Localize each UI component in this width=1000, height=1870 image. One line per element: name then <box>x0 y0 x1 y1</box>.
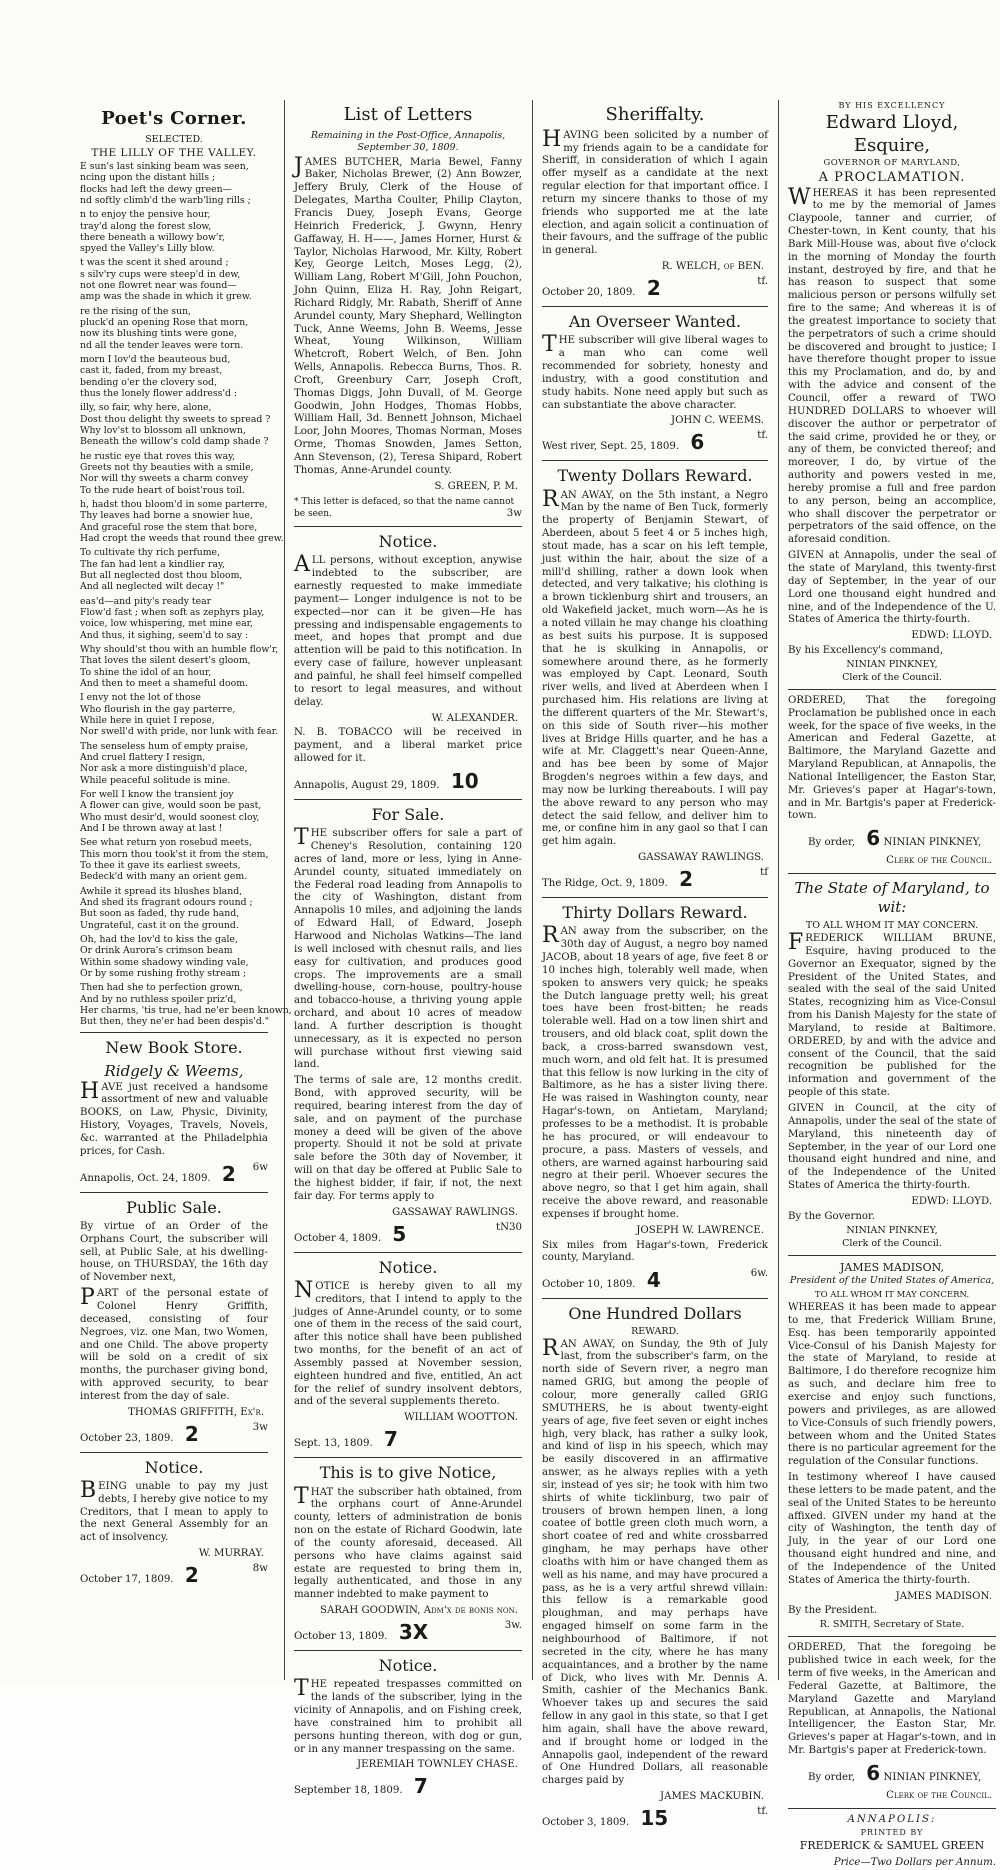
alexander-notice-date-line <box>294 769 522 794</box>
poem-line: Nor will thy sweets a charm convey <box>80 473 249 485</box>
poem-line: And I be thrown away at last ! <box>80 822 223 834</box>
letters-body: JAMES BUTCHER, Maria Bewel, Fanny Baker, Nicholas Brewer, (2) Ann Bowzer, Jeffery Bruly, Clerk of the House of Delegates, Martha Coulter, Philip Clayton, Francis Duey, Joseph Evans, George Heinrich Frederick, J. Gwynn, Henry Gaffaway, H. H——, James Horner, Hurst & Taylor, Nicholas Harwood, Mr. Kilty, Robert Key, George Leitch, Moses Legg, (2), William Lang, Robert M'Gill, John Pouchon, John Quinn, Eliza H. Ray, John Reigart, Richard Ridgly, Mr. Rabath, Sheriff of Anne Arundel county, Mary Shephard, Wellington Tuck, Anne Weems, John B. Weems, Jesse Wheat, Young Wilkinson, William Whetcroft, Robert Welch, of Ben. John Wells, Annapolis. Rebecca Burns, Thos. R. Croft, Greenbury Carr, Joseph Croft, Thomas Diggs, John Duvall, of M. George Goodwin, John Hodges, Thomas Hobbs, William Hall, 3d. Bennett Johnson, Michael Loor, John Moores, Thomas Norman, Moses Orme, Thomas Snowden, James Setton, Ann Stevenson, (2), Teresa Shipard, Robert Thomas, Anne-Arundel county. <box>294 153 522 476</box>
state-clerk: NINIAN PINKNEY, <box>846 1224 938 1236</box>
proclamation-body: WHEREAS it has been represented to me by the memorial of James Claypoole, tanner and currier, of Chester-town, in Kent county, that his Bark Mill-House was, about five o'clock in the morning of Monday the fourth instant, destroyed by fire, and that he has reason to suspect that some malicious person or persons wilfully set fire to the same; And whereas it is of the greatest importance to society that the perpetrators of such a crime should be discovered and brought to justice; I have therefore thought proper to issue this my Proclamation, and do, by and with the advice and consent of the Council, offer a reward of TWO HUNDRED DOLLARS to whoever will discover the author or perpetrator of the said crime, provided he or they, or any of them, be convicted thereof; and moreover, I do, by virtue of the authority and powers vested in me, hereby promise a full and free pardon to any person, being an accomplice, who shall discover the perpetrator or perpetrators of the said offence, on the aforesaid condition. <box>788 184 996 546</box>
poem-line: s silv'ry cups were steep'd in dew, <box>80 268 241 280</box>
overseer-heading: An Overseer Wanted. <box>568 312 742 332</box>
poem-line: illy, so fair, why here, alone, <box>80 402 212 414</box>
poem-line: now its blushing tints were gone, <box>80 328 237 340</box>
state-clerk-title: Clerk of the Council. <box>842 1237 942 1249</box>
proclamation-signature: EDWD: LLOYD. <box>911 630 992 642</box>
thirty-dollars-date-line <box>542 1268 768 1293</box>
for-sale-run: tN30 <box>496 1221 522 1233</box>
imprint-printers: FREDERICK & SAMUEL GREEN <box>799 1838 985 1852</box>
alexander-notice-mark: 10 <box>450 768 479 793</box>
letters-run: 3w <box>506 508 522 520</box>
president-title: President of the United States of America, <box>789 1275 995 1287</box>
sheriffalty-body: HAVING been solicited by a number of my friends again to be a candidate for Sheriff, in consideration of which I again offer myself as a candidate at the next regular election for that important office. I return my sincere thanks to those of my friends who supported me at the late election, and again solicit a continuation of their favours, and the suffrage of the public in general. <box>542 126 768 257</box>
poem-line: Or by some rushing frothy stream ; <box>80 967 247 979</box>
public-sale-date: October 23, 1809. <box>80 1432 174 1444</box>
murray-notice-date-line <box>80 1563 268 1588</box>
poem-line: And then to meet a shameful doom. <box>80 677 248 689</box>
column-1 <box>80 100 292 1592</box>
for-sale-body: THE subscriber offers for sale a part of Cheney's Resolution, containing 120 acres of land, more or less, lying in Anne-Arundel county, situated immediately on the Federal road leading from Annapolis to the city of Washington, distant from Annapolis 10 miles, and adjoining the lands of Edward Hall, of Edward, Joseph Harwood and Nicholas Watkins—The land is well inclosed with chesnut rails, and lies easy for cultivation, and produces good crops. The improvements are a small dwelling-house, corn-house, poultry-house and tobacco-house, a thriving young apple orchard, and about 10 acres of meadow land. A further description is thought unnecessary, as it is expected no person will purchase without first viewing said land. <box>294 825 522 1071</box>
poem-line: he rustic eye that roves this way, <box>80 450 236 462</box>
letters-subheading: Remaining in the Post-Office, Annapolis, September 30, 1809. <box>310 129 506 153</box>
alexander-notice-signature: W. ALEXANDER. <box>431 712 518 724</box>
poem-line: Who must desir'd, would soonest cloy, <box>80 811 260 823</box>
divider <box>788 689 996 690</box>
divider <box>294 799 522 800</box>
poem-line: Within some shadowy winding vale, <box>80 956 249 968</box>
divider <box>294 1650 522 1651</box>
bookstore-body: HAVE just received a handsome assortment of new and valuable BOOKS, on Law, Physic, Divinity, History, Voyages, Travels, Novels, &c. warranted at the Philadelphia prices, for Cash. <box>80 1078 268 1157</box>
poem-line: cast it, faded, from my breast, <box>80 365 223 377</box>
selected-label: SELECTED. <box>145 133 203 145</box>
overseer-date-line <box>542 430 768 455</box>
poem-line: Oh, had the lov'd to kiss the gale, <box>80 933 238 945</box>
poem-body <box>80 160 292 1028</box>
president-body: WHEREAS it has been made to appear to me, that Frederick William Brune, Esq. has been temporarily appointed Vice-Consul of his Danish Majesty for the state of Maryland, to reside at Baltimore, I do therefore recognize him as such, and declare him free to exercise and enjoy such functions, powers and privileges, as are allowed to Vice-Consuls of such friendly powers, between whom and the United States there is no particular agreement for the regulation of the Consular functions. <box>788 1302 996 1468</box>
thirty-dollars-run: 6w. <box>750 1268 768 1280</box>
thirty-dollars-mark: 4 <box>646 1268 661 1293</box>
divider <box>294 1457 522 1458</box>
poem-line: To the rude heart of boist'rous toil. <box>80 484 245 496</box>
bookstore-date: Annapolis, Oct. 24, 1809. <box>80 1172 211 1184</box>
poem-line: And thus, it sighing, seem'd to say : <box>80 629 249 641</box>
sheriffalty-date: October 20, 1809. <box>542 286 636 298</box>
public-sale-signature: THOMAS GRIFFITH, Ex'r. <box>128 1406 264 1418</box>
poem-line: Greets not thy beauties with a smile, <box>80 462 254 474</box>
president-name: JAMES MADISON, <box>839 1260 945 1274</box>
bookstore-run: 6w <box>252 1161 268 1173</box>
sheriffalty-date-line <box>542 276 768 301</box>
poem-line: h, hadst thou bloom'd in some parterre, <box>80 499 268 511</box>
for-sale-mark: 5 <box>392 1221 407 1246</box>
murray-notice-date: October 17, 1809. <box>80 1574 174 1585</box>
goodwin-notice-signature: SARAH GOODWIN, Adm'x de bonis non. <box>319 1605 518 1617</box>
poem-line: While here in quiet I repose, <box>80 714 215 726</box>
ordered-1-clerk: Clerk of the Council. <box>886 855 992 867</box>
poem-line: morn I lov'd the beauteous bud, <box>80 354 231 366</box>
goodwin-notice-body: THAT the subscriber hath obtained, from the orphans court of Anne-Arundel county, letters of administration de bonis non on the estate of Richard Goodwin, late of the county aforesaid, deceased. All persons who have claims against said estate are requested to bring them in, legally authenticated, and those in any manner indebted to make payment to <box>294 1483 522 1601</box>
state-given: GIVEN in Council, at the city of Annapolis, under the seal of the state of Maryland, this nineteenth day of September, in the year of our Lord one thousand eight hundred and nine, and of the Independence of the United States of America the thirty-fourth. <box>788 1103 996 1192</box>
murray-notice-mark: 2 <box>184 1563 199 1587</box>
poem-line: But all neglected dost thou bloom, <box>80 570 243 582</box>
president-secretary: R. SMITH, Secretary of State. <box>819 1619 965 1631</box>
subscription-price: Price—Two Dollars per Annum. <box>833 1856 996 1868</box>
state-to-all: TO ALL WHOM IT MAY CONCERN. <box>805 920 979 932</box>
ordered-2-by-line <box>808 1761 996 1786</box>
poem-line: voice, low whispering, met mine ear, <box>80 618 253 630</box>
poem-line: Bedeck'd with many an orient gem. <box>80 871 248 883</box>
public-sale-body-2: PART of the personal estate of Colonel Henry Griffith, deceased, consisting of four Negroes, viz. one Man, two Women, and one Child. The above property will be sold on a credit of six months, the purchaser giving bond, with approved security, to bear interest from the day of sale. <box>80 1285 268 1402</box>
state-of-maryland-heading: The State of Maryland, to wit: <box>794 879 990 917</box>
hundred-dollars-date-line <box>542 1806 768 1831</box>
ordered-1-signature: NINIAN PINKNEY, <box>883 837 982 849</box>
poem-line: E sun's last sinking beam was seen, <box>80 160 249 172</box>
twenty-dollars-body: RAN AWAY, on the 5th instant, a Negro Man by the name of Ben Tuck, formerly the property of Benjamin Stewart, of Aberdeen, about 5 feet 4 or 5 inches high, stout made, has a scar on his left temple, just within the hair, about the size of a mill'd shilling, rather a down look when detected, and very talkative; his clothing is a brown ticklenburg shirt and trousers, an old Wakefield jacket, much worn—As he is a noted villain he may change his cloathing as best suits his purpose. It is supposed that he is skulking in Annapolis, or somewhere around there, as he formerly was employed by Capt. Leonard, South river wells, and lived at Aberdeen when I purchased him. His relations are living at the different quarters of the Mr. Stewart's, on this side of South river—his mother lives at Bridge Hills quarter, and he has a wife at Mr. Claggett's near Queen-Anne, and has bee been by some of Major Brogden's negroes within a few days, and may now be lurking thereabouts. I will pay the above reward to any person who may detect the said fellow, and deliver him to me, or confine him in any gaol so that I can get him again. <box>542 486 768 848</box>
ordered-2-mark: 6 <box>866 1760 881 1785</box>
public-sale-date-line <box>80 1422 268 1447</box>
murray-notice-heading: Notice. <box>144 1457 204 1477</box>
poem-line: Why lov'st to blossom all unknown, <box>80 425 246 437</box>
overseer-run: tf. <box>757 430 768 442</box>
overseer-body: THE subscriber will give liberal wages to a man who can come well recommended for sobriety, honesty and industry, with a good constitution and study habits. None need apply but such as can substantiate the above character. <box>542 332 768 411</box>
poem-line: And shed its fragrant odours round ; <box>80 896 253 908</box>
poem-line: nd all the tender leaves were torn. <box>80 339 244 351</box>
poem-line: And cruel flattery I resign, <box>80 751 206 763</box>
thirty-dollars-body: RAN away from the subscriber, on the 30th day of August, a negro boy named JACOB, about 18 years of age, five feet 8 or 10 inches high, tolerably well made, when spoken to answers very quick; he speaks the Dutch language pretty well; his great toes have been frost-bitten; he reads tolerable well. Had on a tow linen shirt and trousers, and old black coat, split down the back, a cross-barred swansdown vest, much worn, and old felt hat. It is presumed that this fellow is now lurking in the city of Baltimore, as he has a sister living there. He was raised in Washington county, near Hagar's-town, on Antietam, Maryland; professes to be a methodist. It is probable he has procured, or will endeavour to procure, a pass. Masters of vessels, and others, are warned against harbouring said negro at their peril. Whoever secures the above negro, so that I get him again, shall receive the above reward, and reasonable expenses if brought home. <box>542 923 768 1220</box>
divider <box>788 1636 996 1637</box>
proclamation-by-command: By his Excellency's command, <box>788 645 944 657</box>
poets-corner-title: Poet's Corner. <box>101 108 247 129</box>
poem-line: spyed the Valley's Lilly blow. <box>80 243 215 255</box>
alexander-notice-nb: N. B. TOBACCO will be received in payment, and a liberal market price allowed for it. <box>294 727 522 765</box>
sheriffalty-run: tf. <box>757 275 768 287</box>
poem-line: eas'd—and pity's ready tear <box>80 595 212 607</box>
imprint-city: ANNAPOLIS: <box>847 1813 937 1825</box>
public-sale-body-1: By virtue of an Order of the Orphans Court, the subscriber will sell, at Public Sale, at his dwelling-house, on THURSDAY, the 16th day of November next, <box>80 1220 268 1284</box>
poem-line: pluck'd an opening Rose that morn, <box>80 317 249 329</box>
for-sale-terms: The terms of sale are, 12 months credit. Bond, with approved security, will be required, bearing interest from the day of sale, and on payment of the purchase money a deed will be given of the above property. Should it not be sold at private sale before the 30th day of November, it will on that day be offered at Public Sale to the highest bidder, if fair, if not, the next fair day. For terms apply to <box>294 1075 522 1202</box>
ordered-2-by: By order, <box>808 1771 856 1783</box>
poem-line: re the rising of the sun, <box>80 305 192 317</box>
ordered-2-clerk: Clerk of the Council. <box>886 1790 992 1802</box>
divider <box>788 873 996 874</box>
sheriffalty-heading: Sheriffalty. <box>605 104 705 125</box>
goodwin-notice-date-line <box>294 1620 522 1645</box>
divider <box>542 460 768 461</box>
for-sale-signature: GASSAWAY RAWLINGS. <box>392 1206 518 1218</box>
proclamation-clerk: NINIAN PINKNEY, <box>846 658 938 670</box>
for-sale-date-line <box>294 1222 522 1247</box>
wootton-notice-mark: 7 <box>383 1427 398 1452</box>
poem-line: Her charms, 'tis true, had ne'er been known, <box>80 1004 292 1016</box>
public-sale-mark: 2 <box>184 1421 199 1446</box>
alexander-notice-body: ALL persons, without exception, anywise indebted to the subscriber, are earnestly requested to make immediate payment— Longer indulgence is not to be expected—nor can it be given—He has pressing and indispensable engagements to meet, and hopes that prompt and due attention will be paid to this notification. In every case of failure, however unpleasant and painful, he shall feel himself compelled to resort to legal measures, and without delay. <box>294 552 522 708</box>
public-sale-heading: Public Sale. <box>126 1197 222 1217</box>
imprint-printed-by: PRINTED BY <box>860 1827 924 1837</box>
alexander-notice-heading: Notice. <box>378 532 438 552</box>
state-body: FREDERICK WILLIAM BRUNE, Esquire, having produced to the Governor an Exequator, signed by the President of the United States, and sealed with the seal of the said United States, recognizing him as Vice-Consul from his Danish Majesty for the state of Maryland, to reside at Baltimore. ORDERED, by and with the advice and consent of the Council, that the said recognition be published for the information and government of the people of this state. <box>788 930 996 1099</box>
divider <box>80 1032 268 1033</box>
poem-line: Flow'd fast ; when soft as zephyrs play, <box>80 607 265 618</box>
hundred-dollars-heading: One Hundred Dollars <box>568 1304 742 1324</box>
bookstore-mark: 2 <box>221 1161 236 1186</box>
twenty-dollars-run: tf <box>760 867 768 879</box>
governor-title: GOVERNOR OF MARYLAND, <box>823 158 961 169</box>
chase-notice-body: THE repeated trespasses committed on the lands of the subscriber, lying in the vicinity of Annapolis, and on Fishing creek, have constrained him to prohibit all persons hunting thereon, with dog or gun, or in any manner trespassing on the same. <box>294 1676 522 1755</box>
poem-line: The fan had lent a kindlier ray, <box>80 558 226 570</box>
poem-line: To shine the idol of an hour, <box>80 666 212 678</box>
twenty-dollars-heading: Twenty Dollars Reward. <box>557 466 753 486</box>
governor-name: Edward Lloyd, Esquire, <box>825 112 959 156</box>
thirty-dollars-heading: Thirty Dollars Reward. <box>562 903 748 923</box>
sheriffalty-mark: 2 <box>646 275 661 300</box>
ordered-2-body: ORDERED, That the foregoing be published twice in each week, for the term of five weeks, in the American and Federal Gazette, at Baltimore, the Maryland Gazette and Maryland Republican, at Annapolis, the National Intelligencer, the Easton Star, Mr. Grieves's paper at Hagar's-town, and in Mr. Bartgis's paper at Frederick-town. <box>788 1642 996 1757</box>
wootton-notice-date-line <box>294 1427 522 1452</box>
poem-line: That loves the silent desert's gloom, <box>80 655 251 667</box>
alexander-notice-date: Annapolis, August 29, 1809. <box>294 779 440 791</box>
state-signature: EDWD: LLOYD. <box>911 1195 992 1207</box>
wootton-notice-heading: Notice. <box>378 1257 438 1277</box>
proclamation-heading: A PROCLAMATION. <box>818 170 966 186</box>
ordered-1-by: By order, <box>808 837 856 849</box>
divider <box>788 1808 996 1809</box>
poem-line: Then had she to perfection grown, <box>80 982 243 994</box>
column-rule <box>284 100 285 1680</box>
divider <box>542 897 768 898</box>
poem-line: Or drink Aurora's crimson beam <box>80 945 233 957</box>
poem-line: not one flowret near was found— <box>80 280 237 292</box>
poem-line: And graceful rose the stem that bore, <box>80 521 258 533</box>
murray-notice-body: BEING unable to pay my just debts, I hereby give notice to my Creditors, that I mean to apply to the next General Assembly for an act of insolvency. <box>80 1477 269 1544</box>
poem-line: Nor ask a more distinguish'd place, <box>80 763 248 775</box>
letters-note-line <box>294 496 522 522</box>
bookstore-firm: Ridgely & Weems, <box>104 1061 244 1080</box>
overseer-mark: 6 <box>690 430 705 455</box>
bookstore-heading: New Book Store. <box>105 1038 243 1058</box>
hundred-dollars-body: RAN AWAY, on Sunday, the 9th of July last, from the subscriber's farm, on the north side of Severn river, a negro man named GRIG, but among the people of colour, more generally called GRIG SMUTHERS, he is about twenty-eight years of age, five feet seven or eight inches high, very black, has rather a sulky look, and kind of lisp in his speech, which may be easily discovered in an affirmative answer, as he always replies with a yeth sir, instead of yes sir; he took with him two shirts of white ticklinburg, two pair of trousers of brown hempen linen, a long coatee of bottle green cloth much worn, a short coatee of red and white crossbarred gingham, he may perhaps have other cloaths with him or have changed them as well as his name, and may have procured a pass, as he is a very artful shrewd villain: this fellow is a remarkable good ploughman, and may perhaps have engaged himself on some farm in the neighbourhood of Baltimore, if not secreted in the city, where he has many acquaintances, and a brother by the name of Dick, who lives with Mr. Dennis A. Smith, cashier of the Mechanics Bank. Whoever takes up and secures the said fellow in any gaol in this state, so that I get him again, shall have the above reward, and if brought home or lodged in the Annapolis gaol, independent of the reward of One Hundred Dollars, all reasonable charges paid by <box>542 1335 768 1787</box>
by-his-excellency: BY HIS EXCELLENCY <box>838 101 946 110</box>
column-3 <box>542 100 768 1835</box>
ordered-1-by-line <box>808 826 996 851</box>
president-to-all: TO ALL WHOM IT MAY CONCERN. <box>814 1290 970 1301</box>
divider <box>80 1192 268 1193</box>
poem-line: thus the lonely flower address'd : <box>80 388 238 400</box>
poem-line: While peaceful solitude is mine. <box>80 774 231 786</box>
poem-line: A flower can give, would soon be past, <box>80 800 262 812</box>
letters-signature: S. GREEN, P. M. <box>434 480 518 492</box>
poem-line: flocks had left the dewy green— <box>80 183 232 195</box>
poem-line: But soon as faded, thy rude hand, <box>80 908 240 920</box>
goodwin-notice-date: October 13, 1809. <box>294 1630 388 1642</box>
goodwin-notice-heading: This is to give Notice, <box>319 1463 497 1483</box>
letters-note: * This letter is defaced, so that the name cannot be seen. <box>294 496 515 520</box>
twenty-dollars-date-line <box>542 867 768 892</box>
for-sale-date: October 4, 1809. <box>294 1232 382 1244</box>
proclamation-given: GIVEN at Annapolis, under the seal of the state of Maryland, this twenty-first day of September, in the year of our Lord one thousand eight hundred and nine, and of the Independence of the U. States of America the thirty-fourth. <box>788 550 996 626</box>
murray-notice-run: 8w <box>252 1563 268 1574</box>
hundred-dollars-signature: JAMES MACKUBIN. <box>660 1791 764 1803</box>
bookstore-date-line <box>80 1162 268 1187</box>
murray-notice-signature: W. MURRAY. <box>198 1548 264 1560</box>
poem-line: Beneath the willow's cold damp shade ? <box>80 436 269 448</box>
poem-line: t was the scent it shed around ; <box>80 257 229 269</box>
wootton-notice-signature: WILLIAM WOOTTON. <box>404 1412 518 1424</box>
thirty-dollars-date: October 10, 1809. <box>542 1279 636 1291</box>
poem-line: there beneath a willowy bow'r, <box>80 231 225 243</box>
public-sale-run: 3w <box>252 1421 268 1433</box>
president-by: By the President. <box>788 1605 878 1617</box>
wootton-notice-date: Sept. 13, 1809. <box>294 1438 373 1450</box>
poem-line: tray'd along the forest slow, <box>80 220 212 232</box>
chase-notice-heading: Notice. <box>378 1656 438 1676</box>
divider <box>788 1255 996 1256</box>
divider <box>294 526 522 527</box>
poem-line: Ungrateful, cast it on the ground. <box>80 919 239 931</box>
sheriffalty-signature: R. WELCH, of BEN. <box>661 261 764 273</box>
poem-line: Nor swell'd with pride, nor lunk with fear. <box>80 726 279 738</box>
hundred-dollars-run: tf. <box>757 1805 768 1817</box>
chase-notice-date: September 18, 1809. <box>294 1785 403 1797</box>
ordered-1-mark: 6 <box>866 826 881 851</box>
poem-line: Awhile it spread its blushes bland, <box>80 885 243 897</box>
poem-line: But then, they ne'er had been despis'd." <box>80 1016 270 1028</box>
poem-line: And by no ruthless spoiler priz'd, <box>80 993 237 1005</box>
column-rule <box>778 100 779 1680</box>
letters-heading: List of Letters <box>343 104 473 125</box>
poem-line: bending o'er the clovery sod, <box>80 376 217 388</box>
poem-line: n to enjoy the pensive hour, <box>80 209 211 221</box>
poem-line: ncing upon the distant hills ; <box>80 172 216 184</box>
hundred-dollars-mark: 15 <box>640 1805 669 1830</box>
divider <box>542 306 768 307</box>
poem-line: See what return yon rosebud meets, <box>80 837 252 849</box>
poem-line: Who flourish in the gay parterre, <box>80 703 236 715</box>
thirty-dollars-address: Six miles from Hagar's-town, Frederick county, Maryland. <box>542 1239 768 1264</box>
proclamation-clerk-title: Clerk of the Council. <box>842 671 942 683</box>
poem-line: This morn thou took'st it from the stem, <box>80 848 269 860</box>
column-4 <box>788 100 996 1870</box>
state-by-governor: By the Governor. <box>788 1210 876 1222</box>
divider <box>294 1252 522 1253</box>
poem-line: To thee it gave its earliest sweets, <box>80 859 241 871</box>
ordered-1-body: ORDERED, That the foregoing Proclamation be published once in each week, for the space of five weeks, in the American and Federal Gazette, at Baltimore, the Maryland Gazette and Maryland Republican, at Annapolis, the National Intelligencer, the Easton Star, Mr. Grieves's paper at Hagar's-town, and in Mr. Bartgis's paper at Frederick-town. <box>788 694 996 822</box>
hundred-dollars-date: October 3, 1809. <box>542 1816 630 1828</box>
poem-line: The senseless hum of empty praise, <box>80 740 249 752</box>
chase-notice-mark: 7 <box>413 1774 428 1799</box>
twenty-dollars-mark: 2 <box>679 867 694 892</box>
twenty-dollars-signature: GASSAWAY RAWLINGS. <box>638 852 764 864</box>
poem-line: amp was the shade in which it grew. <box>80 291 252 303</box>
column-rule <box>532 100 533 1680</box>
for-sale-heading: For Sale. <box>371 805 445 825</box>
divider <box>80 1452 268 1453</box>
divider <box>542 1298 768 1299</box>
poem-line: To cultivate thy rich perfume, <box>80 547 220 559</box>
poem-title: THE LILLY OF THE VALLEY. <box>91 146 257 159</box>
thirty-dollars-signature: JOSEPH W. LAWRENCE. <box>636 1224 764 1236</box>
goodwin-notice-run: 3w. <box>504 1619 522 1631</box>
poem-line: And all neglected wilt decay !" <box>80 581 225 593</box>
poem-line: I envy not the lot of those <box>80 692 201 704</box>
president-testimony: In testimony whereof I have caused these letters to be made patent, and the seal of the United States to be hereunto affixed. GIVEN under my hand at the city of Washington, the tenth day of July, in the year of our Lord one thousand eight hundred and nine, and of the Independence of the United States of America the thirty-fourth. <box>788 1472 996 1586</box>
chase-notice-signature: JEREMIAH TOWNLEY CHASE. <box>357 1759 518 1771</box>
poem-line: For well I know the transient joy <box>80 788 234 800</box>
overseer-signature: JOHN C. WEEMS. <box>670 415 764 427</box>
poem-line: nd softly climb'd the warb'ling rills ; <box>80 194 251 206</box>
goodwin-notice-mark: 3X <box>398 1619 429 1644</box>
poem-line: Thy leaves had borne a snowier hue, <box>80 510 253 522</box>
chase-notice-date-line <box>294 1774 522 1799</box>
hundred-dollars-subheading: REWARD. <box>631 1325 679 1337</box>
poem-line: Why should'st thou with an humble flow'r, <box>80 643 279 655</box>
poem-line: Dost thou delight thy sweets to spread ? <box>80 413 271 425</box>
twenty-dollars-date: The Ridge, Oct. 9, 1809. <box>542 878 668 890</box>
overseer-date: West river, Sept. 25, 1809. <box>542 441 680 453</box>
poem-line: Had cropt the weeds that round thee grew. <box>80 533 284 545</box>
president-signature: JAMES MADISON. <box>895 1590 992 1602</box>
column-2 <box>294 100 522 1803</box>
wootton-notice-body: NOTICE is hereby given to all my creditors, that I intend to apply to the judges of Anne-Arundel county, or to some one of them in the recess of the said court, after this notice shall have been published two months, for the benefit of an act of Assembly passed at November session, eighteen hundred and five, entitled, An act for the relief of sundry insolvent debtors, and of the several supplements thereto. <box>294 1277 522 1408</box>
ordered-2-signature: NINIAN PINKNEY, <box>883 1771 982 1783</box>
